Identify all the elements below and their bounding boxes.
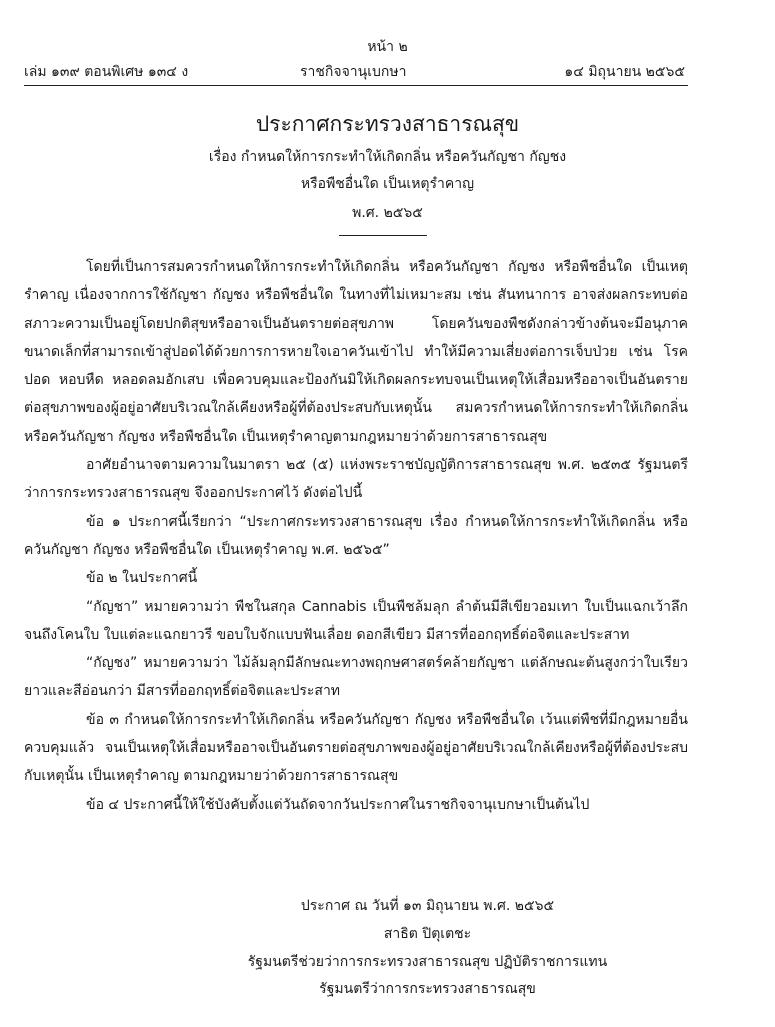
clause-3: ข้อ ๓ กำหนดให้การกระทำให้เกิดกลิ่น หรือควันกัญชา กัญชง หรือพืชอื่นใด เว้นแต่พืชที่มีกฎหมายอื่นควบคุมแล้ว จนเป็นเหตุให้เสื่อมหรืออาจเป็นอันตรายต่อสุขภาพของผู้อยู่อาศัยบริเวณใกล้เคียงหรือผู้ที่ต้องประสบกับเหตุนั้น เป็นเหตุรำคาญ ตามกฎหมายว่าด้วยการสาธารณสุข	[24, 711, 688, 785]
signer-position-2: รัฐมนตรีว่าการกระทรวงสาธารณสุข	[319, 981, 536, 997]
page-number: หน้า ๒	[367, 39, 408, 55]
subject-line-2: หรือพืชอื่นใด เป็นเหตุรำคาญ	[300, 176, 475, 192]
title-divider	[339, 235, 427, 236]
publication-date: ๑๔ มิถุนายน ๒๕๖๕	[564, 64, 685, 80]
gazette-name: ราชกิจจานุเบกษา	[300, 64, 407, 80]
definition-cannabis: “กัญชา” หมายความว่า พืชในสกุล Cannabis เป็นพืชล้มลุก ลำต้นมีสีเขียวอมเทา ใบเป็นแฉกเว้าลึกจนถึงโคนใบ ใบแต่ละแฉกยาวรี ขอบใบจักแบบฟันเลื่อย ดอกสีเขียว มีสารที่ออกฤทธิ์ต่อจิตและประสาท	[24, 598, 688, 643]
header-divider	[24, 85, 688, 86]
announcement-title: ประกาศกระทรวงสาธารณสุข	[255, 112, 520, 136]
definition-hemp: “กัญชง” หมายความว่า ไม้ล้มลุกมีลักษณะทางพฤกษศาสตร์คล้ายกัญชา แต่ลักษณะต้นสูงกว่าใบเรียวยาวและสีอ่อนกว่า มีสารที่ออกฤทธิ์ต่อจิตและประสาท	[24, 655, 688, 700]
signer-position-1: รัฐมนตรีช่วยว่าการกระทรวงสาธารณสุข ปฏิบัติราชการแทน	[247, 954, 608, 970]
subject-line-1: เรื่อง กำหนดให้การกระทำให้เกิดกลิ่น หรือควันกัญชา กัญชง	[208, 149, 567, 165]
clause-2: ข้อ ๒ ในประกาศนี้	[86, 570, 198, 587]
announcement-body	[24, 253, 688, 819]
signer-name: สาธิต ปิตุเตชะ	[383, 926, 472, 942]
volume-issue: เล่ม ๑๓๙ ตอนพิเศษ ๑๓๔ ง	[24, 64, 189, 80]
authority-paragraph: อาศัยอำนาจตามความในมาตรา ๒๕ (๕) แห่งพระราชบัญญัติการสาธารณสุข พ.ศ. ๒๕๓๕ รัฐมนตรีว่าการกระทรวงสาธารณสุข จึงออกประกาศไว้ ดังต่อไปนี้	[24, 457, 688, 502]
clause-4: ข้อ ๔ ประกาศนี้ให้ใช้บังคับตั้งแต่วันถัดจากวันประกาศในราชกิจจานุเบกษาเป็นต้นไป	[86, 796, 590, 813]
subject-year: พ.ศ. ๒๕๖๕	[352, 205, 423, 221]
signing-date: ประกาศ ณ วันที่ ๑๓ มิถุนายน พ.ศ. ๒๕๖๕	[300, 898, 555, 914]
clause-1: ข้อ ๑ ประกาศนี้เรียกว่า “ประกาศกระทรวงสาธารณสุข เรื่อง กำหนดให้การกระทำให้เกิดกลิ่น หรือควันกัญชา กัญชง หรือพืชอื่นใด เป็นเหตุรำคาญ พ.ศ. ๒๕๖๕”	[24, 513, 688, 558]
preamble-paragraph: โดยที่เป็นการสมควรกำหนดให้การกระทำให้เกิดกลิ่น หรือควันกัญชา กัญชง หรือพืชอื่นใด เป็นเหตุรำคาญ เนื่องจากการใช้กัญชา กัญชง หรือพืชอื่นใด ในทางที่ไม่เหมาะสม เช่น สันทนาการ อาจส่งผลกระทบต่อสภาวะความเป็นอยู่โดยปกติสุขหรืออาจเป็นอันตรายต่อสุขภาพ โดยควันของพืชดังกล่าวข้างต้นจะมีอนุภาคขนาดเล็กที่สามารถเข้าสู่ปอดได้ด้วยการการหายใจเอาควันเข้าไป ทำให้มีความเสี่ยงต่อการเจ็บป่วย เช่น โรคปอด หอบหืด หลอดลมอักเสบ เพื่อควบคุมและป้องกันมิให้เกิดผลกระทบจนเป็นเหตุให้เสื่อมหรืออาจเป็นอันตรายต่อสุขภาพของผู้อยู่อาศัยบริเวณใกล้เคียงหรือผู้ที่ต้องประสบกับเหตุนั้น สมควรกำหนดให้การกระทำให้เกิดกลิ่น หรือควันกัญชา กัญชง หรือพืชอื่นใด เป็นเหตุรำคาญตามกฎหมายว่าด้วยการสาธารณสุข	[24, 259, 688, 445]
